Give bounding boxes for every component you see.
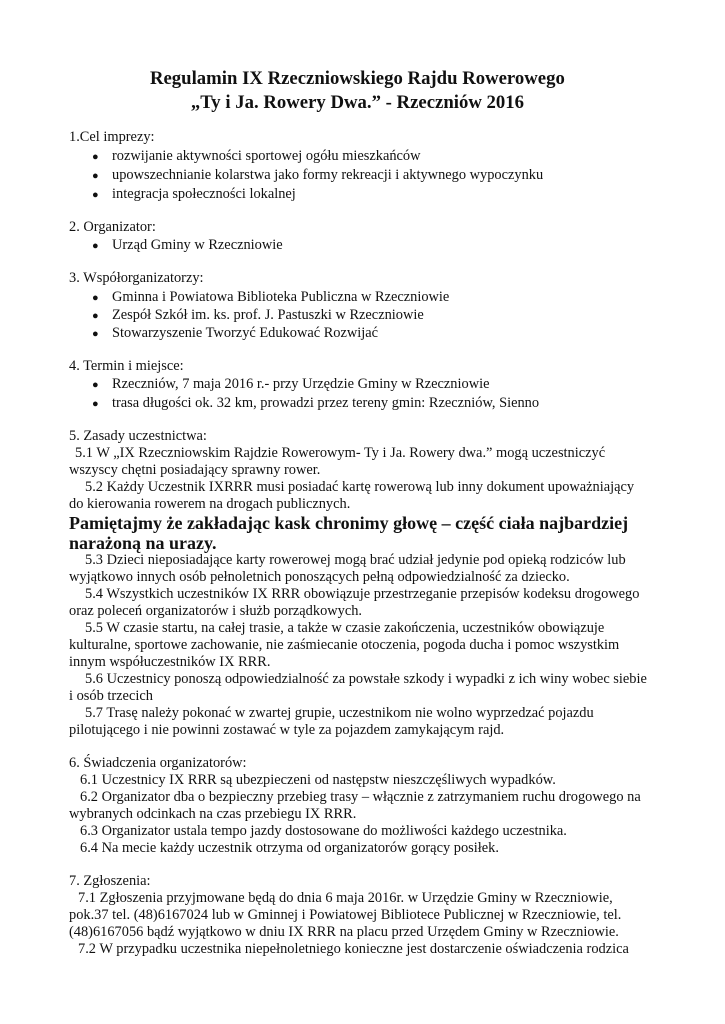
section-5-paragraph: 5.3 Dzieci nieposiadające karty rowerowej mogą brać udział jedynie pod opieką rodziców lub [85, 552, 626, 568]
bullet-icon: ● [92, 310, 99, 322]
section-6-heading: 6. Świadczenia organizatorów: [69, 755, 247, 771]
section-6-paragraph: 6.2 Organizator dba o bezpieczny przebieg trasy – włącznie z zatrzymaniem ruchu drogowego na [80, 789, 641, 805]
bullet-icon: ● [92, 328, 99, 340]
section-6-paragraph: wybranych odcinkach na czas przebiegu IX RRR. [69, 806, 357, 822]
helmet-warning: Pamiętajmy że zakładając kask chronimy głowę – część ciała najbardziej [69, 513, 629, 533]
section-7-paragraph: 7.2 W przypadku uczestnika niepełnoletniego konieczne jest dostarczenie oświadczenia rodzica [78, 941, 629, 957]
section-7-paragraph: 7.1 Zgłoszenia przyjmowane będą do dnia 6 maja 2016r. w Urzędzie Gminy w Rzeczniowie, [78, 890, 613, 906]
bullet-icon: ● [92, 170, 99, 182]
section-7-paragraph: (48)6167056 bądź wyjątkowo w dniu IX RRR na placu przed Urzędem Gminy w Rzeczniowie. [69, 924, 619, 940]
section-6-paragraph: 6.3 Organizator ustala tempo jazdy dostosowane do możliwości każdego uczestnika. [80, 823, 567, 839]
section-1-item: ● rozwijanie aktywności sportowej ogółu mieszkańców [92, 148, 421, 164]
section-5-paragraph: 5.4 Wszystkich uczestników IX RRR obowiązuje przestrzeganie przepisów kodeksu drogowego [85, 586, 640, 602]
section-5-paragraph: kulturalne, sportowe zachowanie, nie zaśmiecanie otoczenia, pogoda ducha i pomoc wszystkim [69, 637, 620, 653]
bullet-icon: ● [92, 379, 99, 391]
section-3-item: ● Zespół Szkół im. ks. prof. J. Pastuszki w Rzeczniowie [92, 307, 424, 323]
section-5-paragraph: 5.5 W czasie startu, na całej trasie, a także w czasie zakończenia, uczestników obowiązuje [85, 620, 605, 636]
section-4-item: ● trasa długości ok. 32 km, prowadzi przez tereny gmin: Rzeczniów, Sienno [92, 395, 540, 411]
section-7-heading: 7. Zgłoszenia: [69, 873, 151, 889]
bullet-icon: ● [92, 151, 99, 163]
bullet-icon: ● [92, 240, 99, 252]
section-3-item: ● Gminna i Powiatowa Biblioteka Publiczna w Rzeczniowie [92, 289, 450, 305]
section-7-paragraph: pok.37 tel. (48)6167024 lub w Gminnej i Powiatowej Bibliotece Publicznej w Rzeczniowie, tel. [69, 907, 622, 923]
section-4-item: ● Rzeczniów, 7 maja 2016 r.- przy Urzędzie Gminy w Rzeczniowie [92, 376, 490, 392]
section-5-paragraph: pilotującego i nie powinni zostawać w tyle za pojazdem zamykającym rajd. [69, 722, 505, 738]
section-5-paragraph: 5.6 Uczestnicy ponoszą odpowiedzialność za powstałe szkody i wypadki z ich winy wobec siebie [85, 671, 647, 687]
section-4-heading: 4. Termin i miejsce: [69, 358, 184, 374]
bullet-icon: ● [92, 189, 99, 201]
section-5-paragraph: 5.2 Każdy Uczestnik IXRRR musi posiadać kartę rowerową lub inny dokument upoważniający [85, 479, 635, 495]
section-3-heading: 3. Współorganizatorzy: [69, 270, 204, 286]
section-1-item: ● upowszechnianie kolarstwa jako formy rekreacji i aktywnego wypoczynku [92, 167, 544, 183]
section-5-paragraph: 5.7 Trasę należy pokonać w zwartej grupie, uczestnikom nie wolno wyprzedzać pojazdu [85, 705, 594, 721]
section-2-item: ● Urząd Gminy w Rzeczniowie [92, 237, 283, 253]
document-title-line-2: „Ty i Ja. Rowery Dwa.” - Rzeczniów 2016 [190, 92, 524, 113]
section-5-paragraph: i osób trzecich [69, 688, 153, 704]
document-title-line-1: Regulamin IX Rzeczniowskiego Rajdu Rowerowego [149, 68, 565, 89]
section-2-heading: 2. Organizator: [69, 219, 156, 235]
section-5-paragraph: 5.1 W „IX Rzeczniowskim Rajdzie Rowerowym- Ty i Ja. Rowery dwa.” mogą uczestniczyć [75, 445, 606, 461]
section-1-item: ● integracja społeczności lokalnej [92, 186, 296, 202]
section-5-heading: 5. Zasady uczestnictwa: [69, 428, 207, 444]
section-6-paragraph: 6.4 Na mecie każdy uczestnik otrzyma od organizatorów gorący posiłek. [80, 840, 499, 856]
helmet-warning: narażoną na urazy. [69, 533, 217, 553]
section-5-paragraph: wyjątkowo innych osób pełnoletnich ponoszących pełną odpowiedzialność za dziecko. [69, 569, 570, 585]
section-5-paragraph: wszyscy chętni posiadający sprawny rower. [69, 462, 321, 478]
section-5-paragraph: oraz poleceń organizatorów i służb porządkowych. [69, 603, 363, 619]
section-3-item: ● Stowarzyszenie Tworzyć Edukować Rozwijać [92, 325, 379, 341]
bullet-icon: ● [92, 398, 99, 410]
section-5-paragraph: innym współuczestników IX RRR. [69, 654, 271, 670]
section-1-heading: 1.Cel imprezy: [69, 129, 155, 145]
section-6-paragraph: 6.1 Uczestnicy IX RRR są ubezpieczeni od następstw nieszczęśliwych wypadków. [80, 772, 556, 788]
section-5-paragraph: do kierowania rowerem na drogach publicznych. [69, 496, 351, 512]
bullet-icon: ● [92, 292, 99, 304]
